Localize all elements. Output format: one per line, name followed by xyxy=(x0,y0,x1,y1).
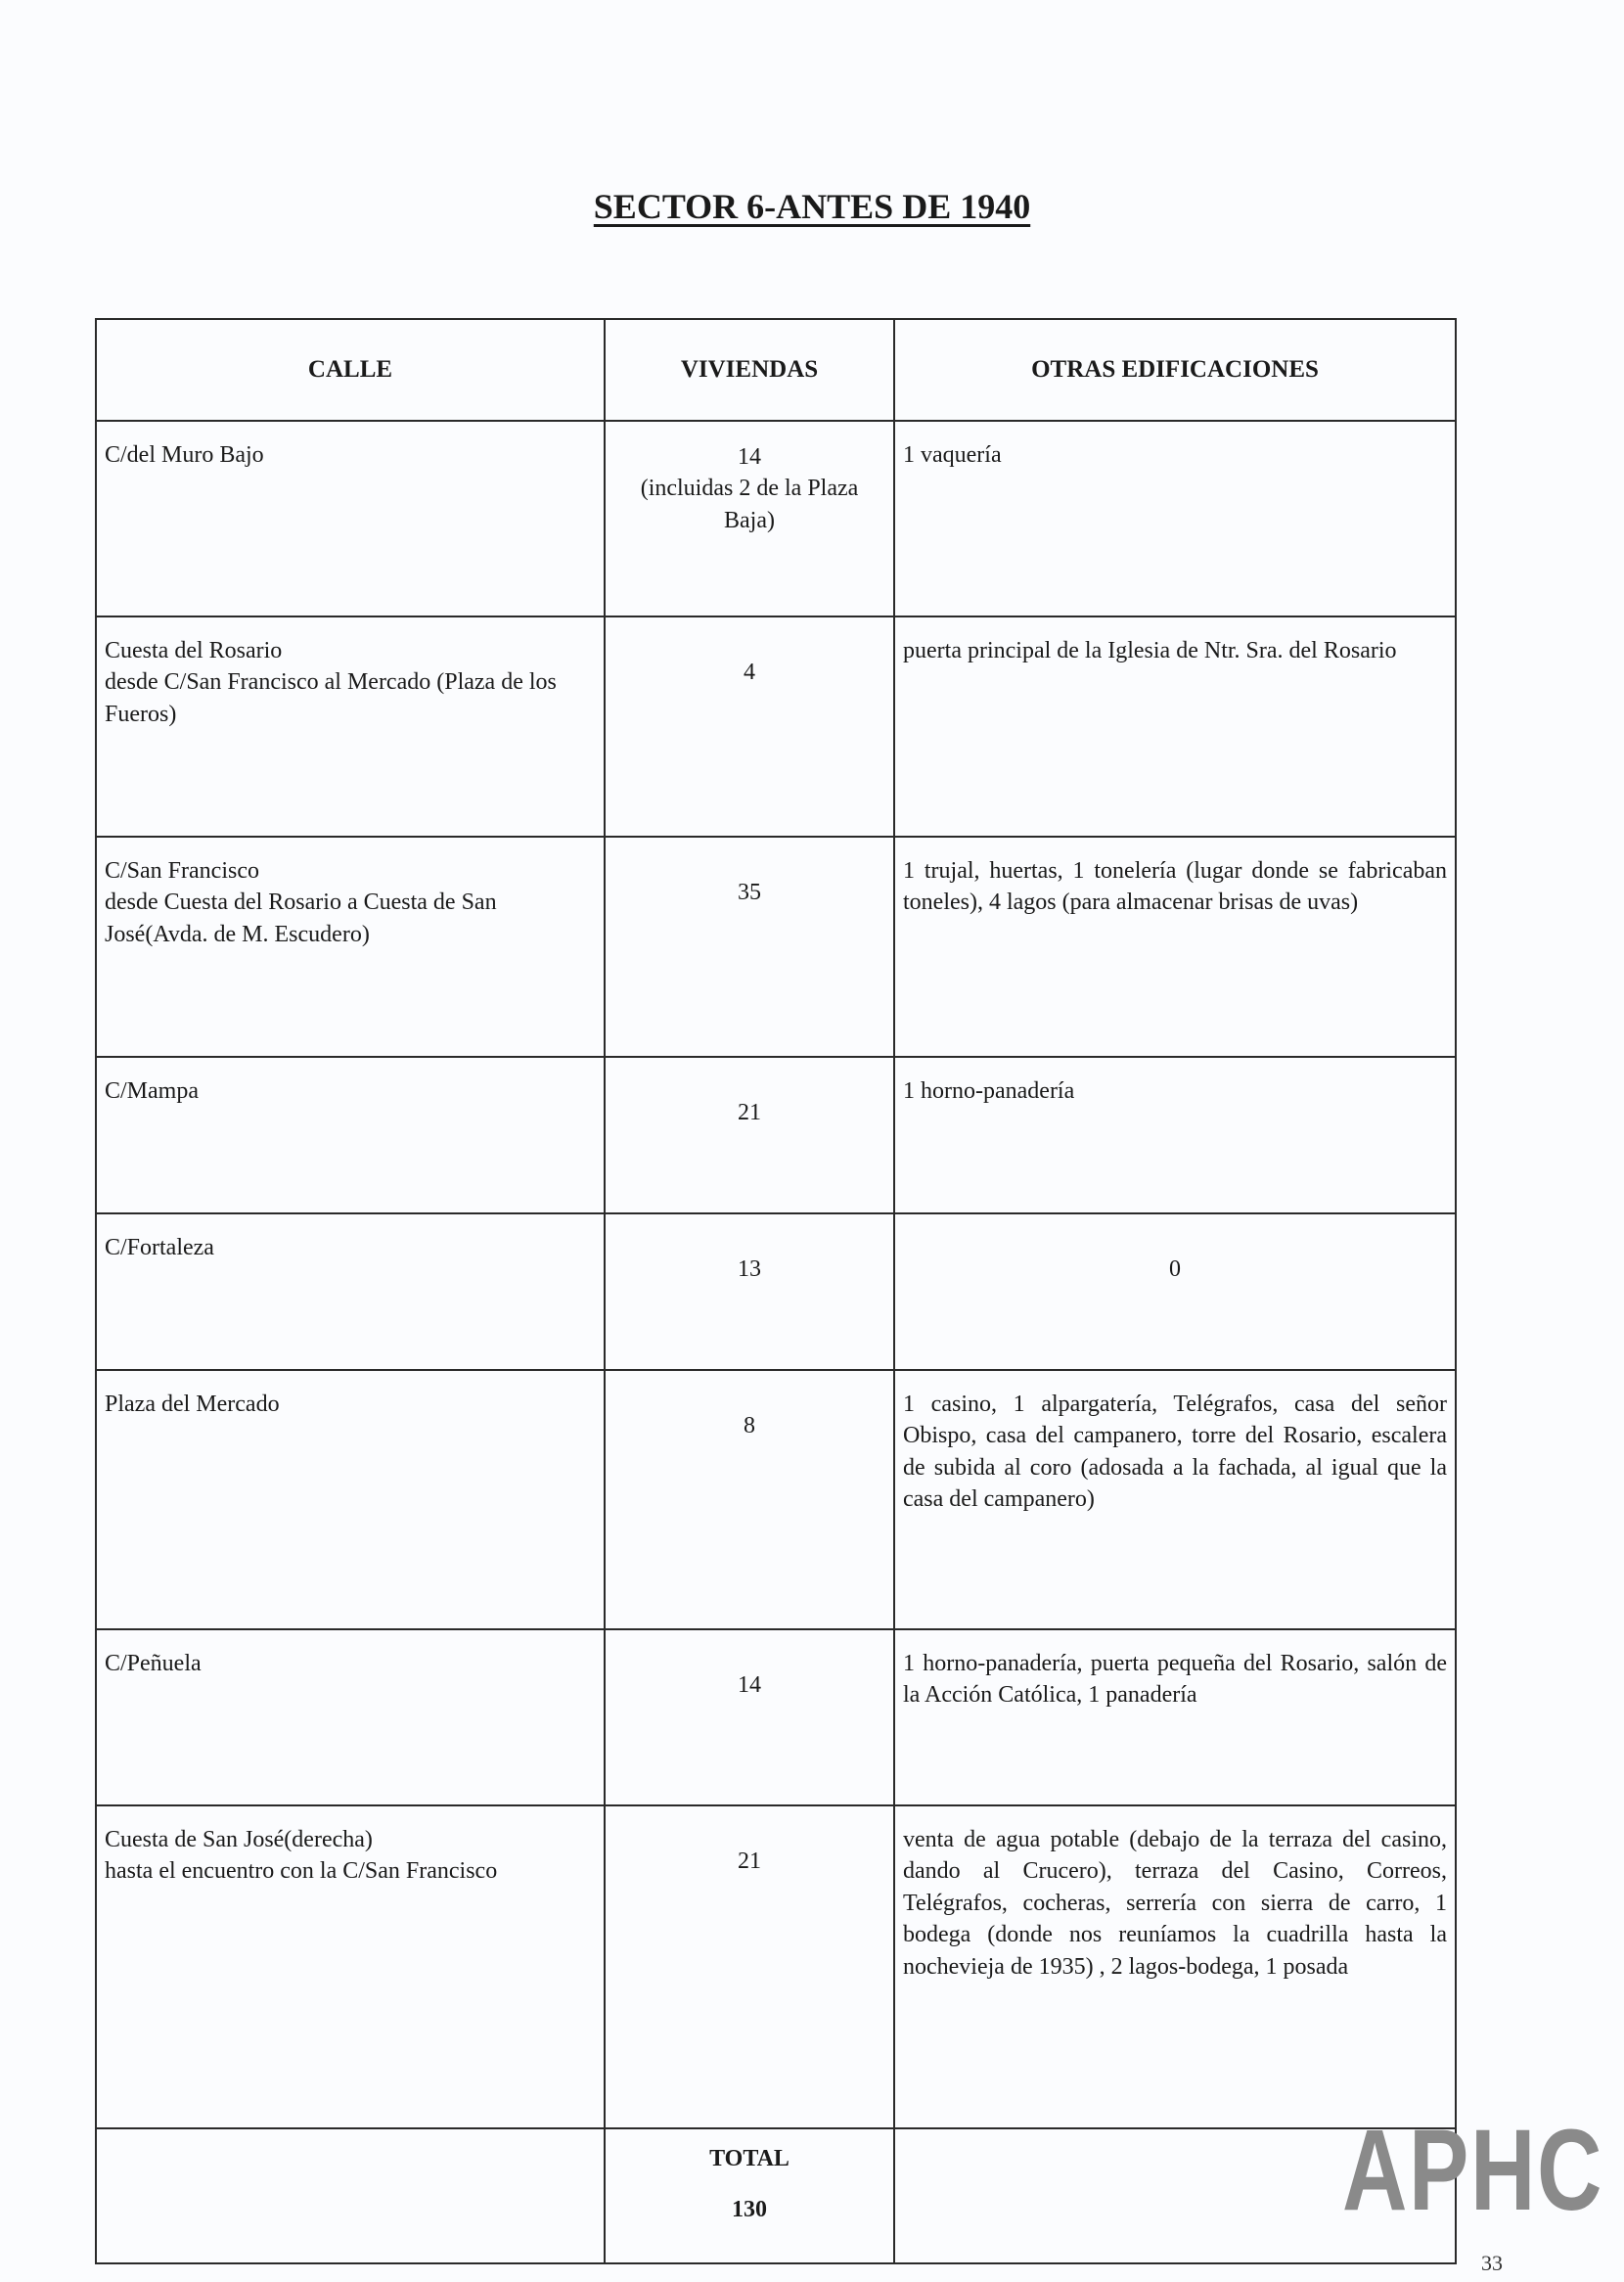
page-number: 33 xyxy=(1481,2251,1503,2275)
other-buildings-cell: 1 trujal, huertas, 1 tonelería (lugar donde se fabricaban toneles), 4 lagos (para almacenar brisas de uvas) xyxy=(894,837,1456,1057)
street-cell: C/Peñuela xyxy=(96,1629,605,1805)
street-cell: C/Fortaleza xyxy=(96,1213,605,1370)
table-row xyxy=(96,1805,1456,2128)
page-title: SECTOR 6-ANTES DE 1940 xyxy=(593,187,1031,226)
header-viviendas: VIVIENDAS xyxy=(605,319,894,421)
homes-cell: 8 xyxy=(605,1370,894,1629)
street-cell: C/del Muro Bajo xyxy=(96,421,605,616)
other-buildings-cell: 1 casino, 1 alpargatería, Telégrafos, casa del señor Obispo, casa del campanero, torre del Rosario, escalera de subida al coro (adosada a la fachada, al igual que la casa del campanero) xyxy=(894,1370,1456,1629)
header-calle: CALLE xyxy=(96,319,605,421)
street-cell: Plaza del Mercado xyxy=(96,1370,605,1629)
homes-cell: 21 xyxy=(605,1057,894,1213)
table-row xyxy=(96,1370,1456,1629)
header-otras-edificaciones: OTRAS EDIFICACIONES xyxy=(894,319,1456,421)
homes-cell: 14 (incluidas 2 de la Plaza Baja) xyxy=(605,421,894,616)
total-empty-cell xyxy=(96,2128,605,2263)
homes-cell: 35 xyxy=(605,837,894,1057)
other-buildings-cell: puerta principal de la Iglesia de Ntr. Sra. del Rosario xyxy=(894,616,1456,837)
homes-cell: 14 xyxy=(605,1629,894,1805)
page-title-wrap xyxy=(0,186,1624,227)
table-row xyxy=(96,837,1456,1057)
table-header-row xyxy=(96,319,1456,421)
other-buildings-cell: 1 horno-panadería xyxy=(894,1057,1456,1213)
homes-cell: 21 xyxy=(605,1805,894,2128)
table-row xyxy=(96,1057,1456,1213)
street-cell: C/Mampa xyxy=(96,1057,605,1213)
total-row xyxy=(96,2128,1456,2263)
other-buildings-cell: 0 xyxy=(894,1213,1456,1370)
total-value: 130 xyxy=(732,2197,767,2223)
street-cell: Cuesta del Rosario desde C/San Francisco al Mercado (Plaza de los Fueros) xyxy=(96,616,605,837)
other-buildings-cell: 1 horno-panadería, puerta pequeña del Rosario, salón de la Acción Católica, 1 panadería xyxy=(894,1629,1456,1805)
total-cell xyxy=(605,2128,894,2263)
homes-cell: 4 xyxy=(605,616,894,837)
table-row xyxy=(96,421,1456,616)
table-row xyxy=(96,616,1456,837)
street-cell: C/San Francisco desde Cuesta del Rosario a Cuesta de San José(Avda. de M. Escudero) xyxy=(96,837,605,1057)
other-buildings-cell: venta de agua potable (debajo de la terraza del casino, dando al Crucero), terraza del Casino, Correos, Telégrafos, cocheras, serrería con sierra de carro, 1 bodega (donde nos reuníamos la cuadrilla hasta la nochevieja de 1935) , 2 lagos-bodega, 1 posada xyxy=(894,1805,1456,2128)
table-row xyxy=(96,1629,1456,1805)
street-cell: Cuesta de San José(derecha) hasta el encuentro con la C/San Francisco xyxy=(96,1805,605,2128)
homes-cell: 13 xyxy=(605,1213,894,1370)
sector-table xyxy=(95,318,1457,2264)
aphc-logo: APHC xyxy=(1342,2106,1604,2235)
table-row xyxy=(96,1213,1456,1370)
total-label: TOTAL xyxy=(709,2146,789,2171)
other-buildings-cell: 1 vaquería xyxy=(894,421,1456,616)
